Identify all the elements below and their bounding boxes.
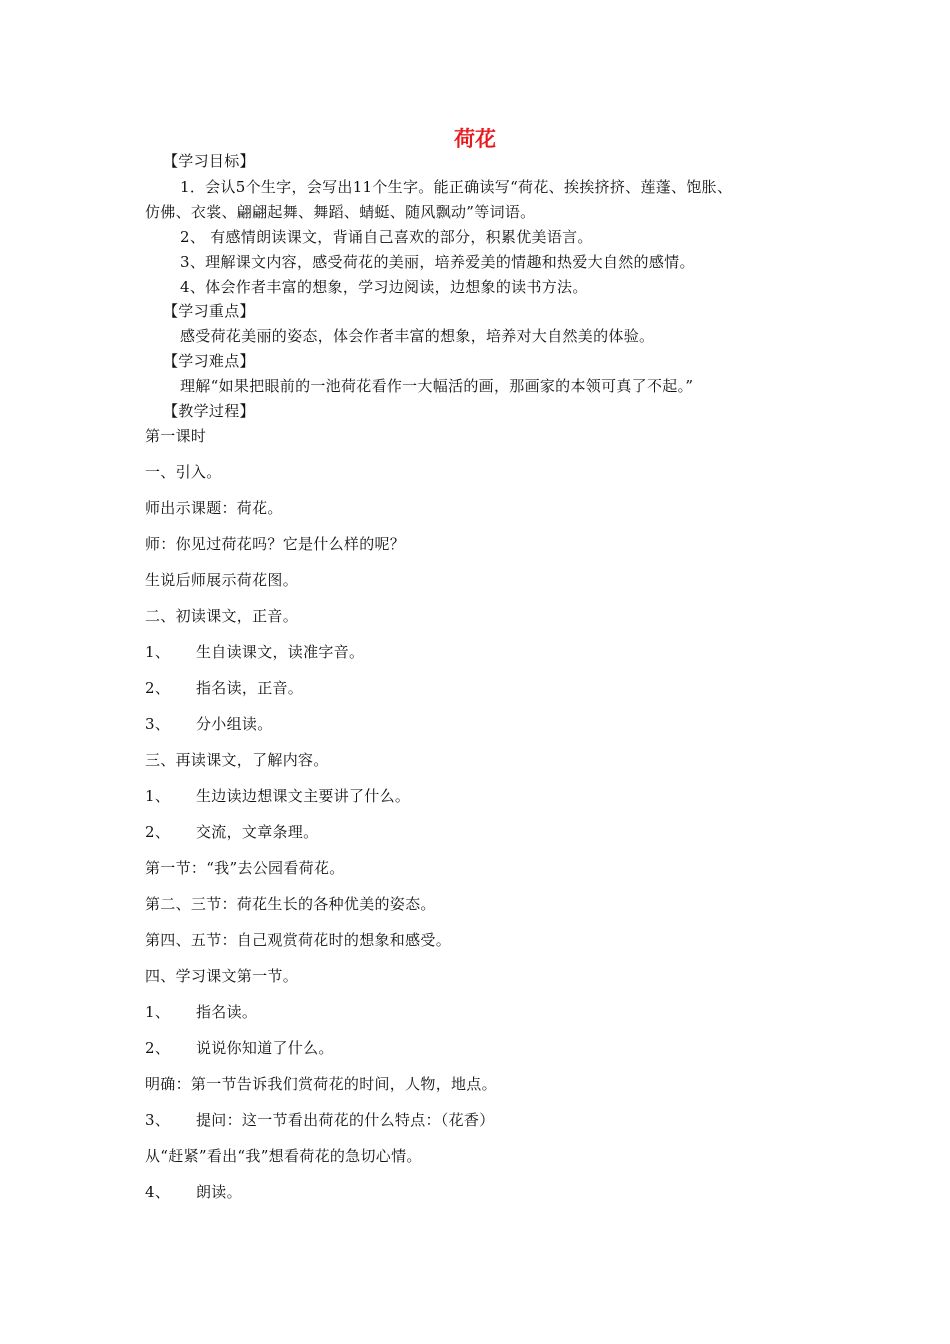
goal-line-3: 3、理解课文内容，感受荷花的美丽，培养爱美的情趣和热爱大自然的感情。 [180, 253, 695, 271]
paragraph: 师出示课题：荷花。 [145, 499, 283, 517]
document-title: 荷花 [454, 127, 496, 151]
list-item [145, 1038, 334, 1058]
paragraph: 师：你见过荷花吗？它是什么样的呢？ [145, 535, 406, 553]
paragraph: 生说后师展示荷花图。 [145, 571, 299, 589]
list-item [145, 1002, 257, 1022]
list-text: 指名读，正音。 [196, 679, 304, 697]
process-heading: 【教学过程】 [163, 402, 255, 420]
list-number: 4、 [145, 1183, 171, 1201]
section-2-heading: 二、初读课文，正音。 [145, 607, 299, 625]
paragraph: 第二、三节：荷花生长的各种优美的姿态。 [145, 895, 436, 913]
list-number: 2、 [145, 1039, 171, 1057]
list-number: 3、 [145, 1111, 171, 1129]
paragraph: 第一节：“我”去公园看荷花。 [145, 859, 345, 877]
key-text: 感受荷花美丽的姿态，体会作者丰富的想象，培养对大自然美的体验。 [180, 327, 655, 345]
list-text: 指名读。 [196, 1003, 258, 1021]
paragraph: 从“赶紧”看出“我”想看荷花的急切心情。 [145, 1147, 422, 1165]
difficulty-heading: 【学习难点】 [163, 352, 255, 370]
list-text: 提问：这一节看出荷花的什么特点：（花香） [196, 1111, 495, 1129]
goal-line-2: 2、 有感情朗读课文，背诵自己喜欢的部分，积累优美语言。 [180, 228, 593, 246]
list-number: 1、 [145, 787, 171, 805]
list-text: 交流，文章条理。 [196, 823, 319, 841]
list-text: 生边读边想课文主要讲了什么。 [196, 787, 411, 805]
list-number: 1、 [145, 643, 171, 661]
list-text: 说说你知道了什么。 [196, 1039, 334, 1057]
list-item [145, 678, 303, 698]
lesson-label: 第一课时 [145, 427, 207, 445]
list-item [145, 642, 364, 662]
list-item [145, 822, 318, 842]
key-heading: 【学习重点】 [163, 302, 255, 320]
goals-heading: 【学习目标】 [163, 152, 255, 170]
list-number: 2、 [145, 679, 171, 697]
goal-line-1-continued: 仿佛、衣裳、翩翩起舞、舞蹈、蜻蜓、随风飘动”等词语。 [145, 203, 536, 221]
list-text: 生自读课文，读准字音。 [196, 643, 365, 661]
section-4-heading: 四、学习课文第一节。 [145, 967, 299, 985]
goal-line-4: 4、体会作者丰富的想象，学习边阅读，边想象的读书方法。 [180, 278, 588, 296]
list-number: 3、 [145, 715, 171, 733]
goal-line-1: 1．会认5个生字，会写出11个生字。能正确读写“荷花、挨挨挤挤、莲蓬、饱胀、 [180, 178, 733, 196]
paragraph: 第四、五节：自己观赏荷花时的想象和感受。 [145, 931, 452, 949]
list-text: 分小组读。 [196, 715, 273, 733]
list-number: 2、 [145, 823, 171, 841]
difficulty-text: 理解“如果把眼前的一池荷花看作一大幅活的画，那画家的本领可真了不起。” [180, 377, 694, 395]
list-item [145, 1182, 242, 1202]
paragraph: 明确：第一节告诉我们赏荷花的时间，人物，地点。 [145, 1075, 497, 1093]
section-1-heading: 一、引入。 [145, 463, 222, 481]
section-3-heading: 三、再读课文，了解内容。 [145, 751, 329, 769]
list-item [145, 1110, 495, 1130]
list-number: 1、 [145, 1003, 171, 1021]
list-text: 朗读。 [196, 1183, 242, 1201]
list-item [145, 714, 273, 734]
list-item [145, 786, 410, 806]
